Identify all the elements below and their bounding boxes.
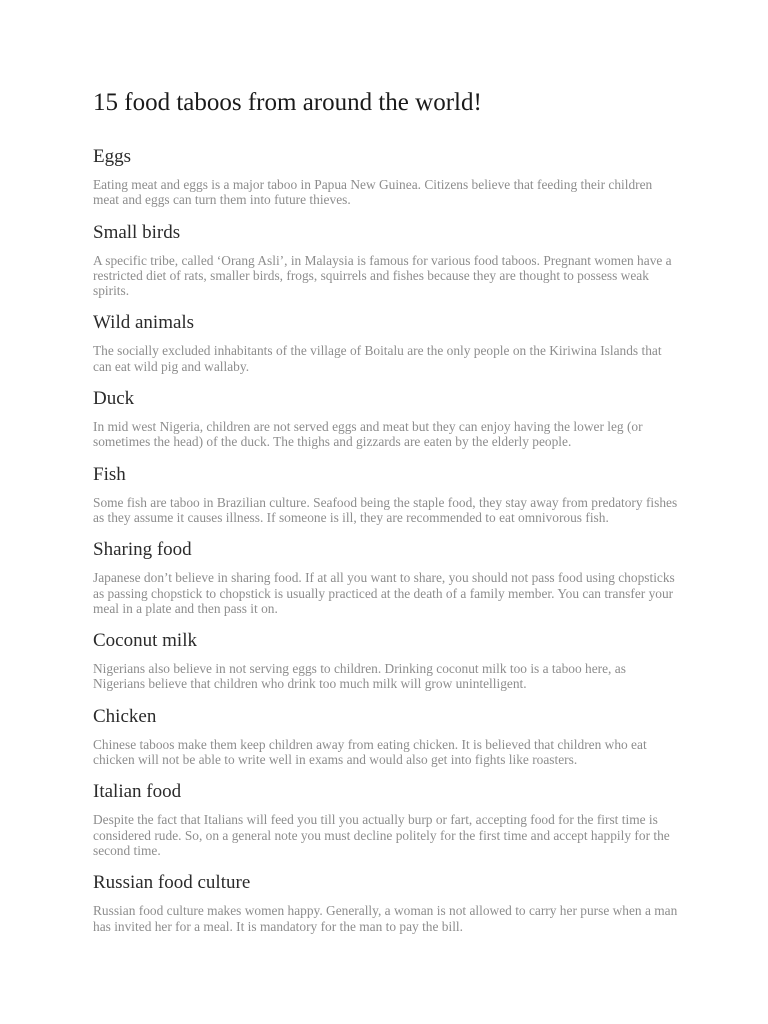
section-italian-food [93, 781, 678, 858]
section-heading: Chicken [93, 705, 157, 727]
section-body: Chinese taboos make them keep children away from eating chicken. It is believed that children who eat chicken will not be able to write well in exams and would also get into fights like roasters. [93, 736, 647, 768]
section-coconut-milk [93, 630, 678, 692]
section-sharing-food [93, 539, 678, 616]
section-wild-animals [93, 312, 678, 374]
section-russian-food-culture [93, 872, 678, 934]
section-body: Eating meat and eggs is a major taboo in Papua New Guinea. Citizens believe that feeding their children meat and eggs can turn them into future thieves. [93, 177, 653, 208]
document-page [93, 88, 678, 948]
section-body: Some fish are taboo in Brazilian culture. Seafood being the staple food, they stay away from predatory fishes as they assume it causes illness. If someone is ill, they are recommended to eat omnivorous fish. [93, 494, 678, 525]
section-heading: Sharing food [93, 539, 192, 561]
section-duck [93, 388, 678, 450]
section-heading: Italian food [93, 781, 182, 803]
section-body: Russian food culture makes women happy. Generally, a woman is not allowed to carry her purse when a man has invited her for a meal. It is mandatory for the man to pay the bill. [93, 903, 678, 934]
section-heading: Duck [93, 388, 135, 410]
section-body: Japanese don’t believe in sharing food. If at all you want to share, you should not pass food using chopsticks as passing chopstick to chopstick is usually practiced at the death of a family member. You can transfer your meal in a plate and then pass it on. [93, 570, 675, 616]
section-fish [93, 464, 678, 526]
section-eggs [93, 146, 678, 208]
section-body: Nigerians also believe in not serving eggs to children. Drinking coconut milk too is a taboo here, as Nigerians believe that children who drink too much milk will grow unintelligent. [93, 661, 626, 692]
section-heading: Eggs [93, 146, 131, 167]
section-body: The socially excluded inhabitants of the village of Boitalu are the only people on the Kiriwina Islands that can eat wild pig and wallaby. [93, 343, 662, 374]
section-heading: Russian food culture [93, 872, 251, 894]
section-heading: Wild animals [93, 312, 195, 334]
section-heading: Coconut milk [93, 630, 197, 652]
page-title: 15 food taboos from around the world! [93, 89, 482, 116]
section-body: A specific tribe, called ‘Orang Asli’, in Malaysia is famous for various food taboos. Pregnant women have a restricted diet of rats, smaller birds, frogs, squirrels and fishes because they are thought to possess weak spirits. [93, 252, 672, 299]
section-small-birds [93, 222, 678, 299]
section-heading: Fish [93, 463, 126, 485]
section-chicken [93, 706, 678, 768]
section-body: Despite the fact that Italians will feed you till you actually burp or fart, accepting food for the first time is considered rude. So, on a general note you must decline politely for the first time and accept happily for the second time. [93, 812, 670, 858]
section-heading: Small birds [93, 221, 181, 243]
section-body: In mid west Nigeria, children are not served eggs and meat but they can enjoy having the lower leg (or sometimes the head) of the duck. The thighs and gizzards are eaten by the elderly people. [93, 419, 643, 450]
